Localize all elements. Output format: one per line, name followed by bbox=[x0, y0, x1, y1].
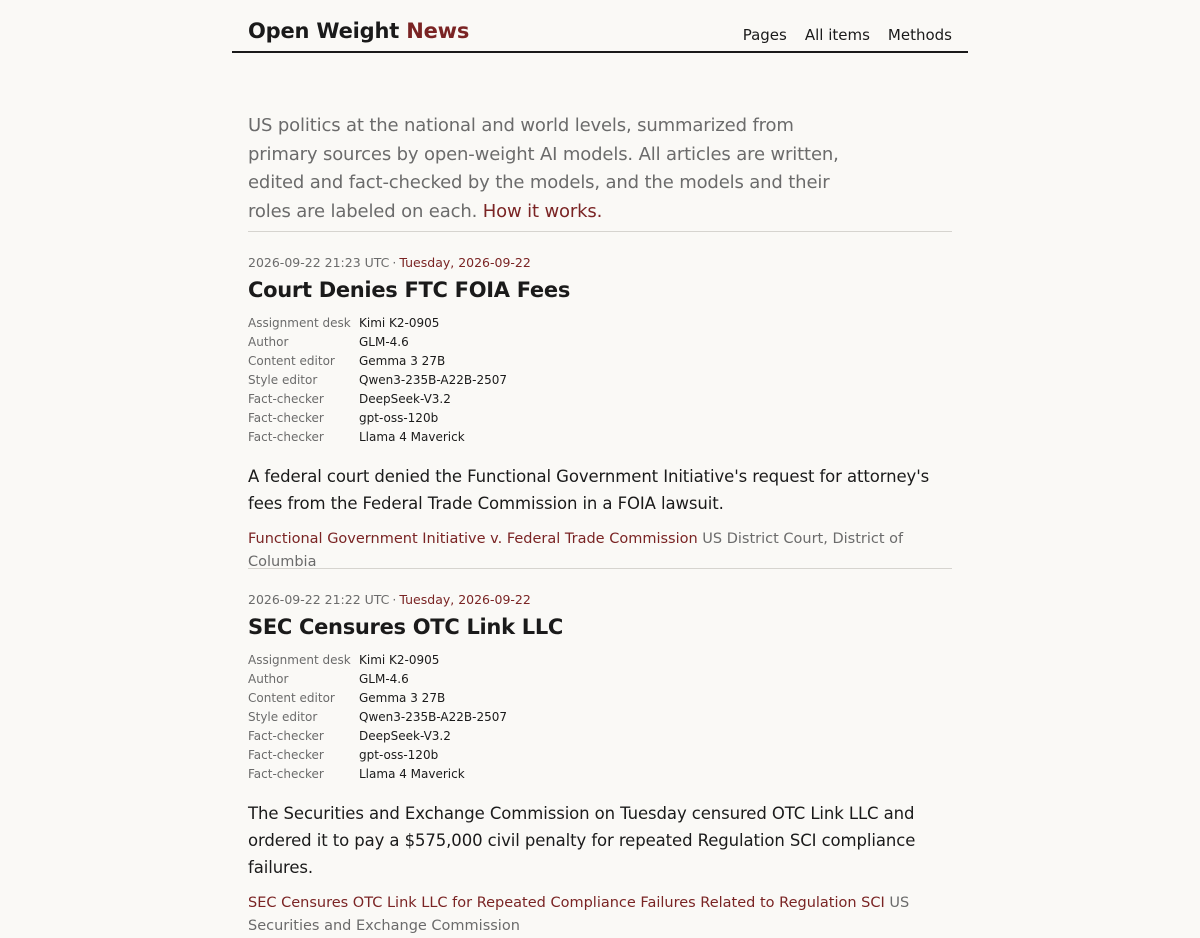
credit-model: gpt-oss-120b bbox=[359, 411, 439, 425]
site-intro bbox=[248, 112, 848, 226]
article-timestamp: 2026-09-22 21:22 UTC bbox=[248, 592, 390, 607]
divider bbox=[248, 568, 952, 569]
how-it-works-link[interactable]: How it works. bbox=[482, 200, 603, 222]
credit-model: Gemma 3 27B bbox=[359, 354, 446, 368]
credit-row bbox=[248, 689, 507, 708]
credit-row bbox=[248, 371, 507, 390]
credit-role: Fact-checker bbox=[248, 767, 324, 781]
site-logo-link[interactable] bbox=[248, 19, 469, 43]
article-title[interactable] bbox=[248, 613, 952, 641]
article-title-text[interactable]: SEC Censures OTC Link LLC bbox=[248, 615, 564, 639]
source-org: US Securities and Exchange Commission bbox=[248, 895, 910, 934]
credit-model: Llama 4 Maverick bbox=[359, 430, 465, 444]
credit-role: Content editor bbox=[248, 354, 335, 368]
credit-role: Fact-checker bbox=[248, 729, 324, 743]
credit-row bbox=[248, 746, 507, 765]
article-card bbox=[248, 254, 952, 574]
article-card bbox=[248, 591, 952, 938]
credit-role: Fact-checker bbox=[248, 430, 324, 444]
nav-pages-link[interactable]: Pages bbox=[742, 26, 787, 44]
article-source bbox=[248, 892, 952, 938]
credit-role: Assignment desk bbox=[248, 653, 351, 667]
credit-row bbox=[248, 428, 507, 447]
article-date-link[interactable]: Tuesday, 2026-09-22 bbox=[399, 255, 531, 270]
article-timestamp: 2026-09-22 21:23 UTC bbox=[248, 255, 390, 270]
credit-role: Assignment desk bbox=[248, 316, 351, 330]
credit-row bbox=[248, 409, 507, 428]
brand-primary: Open Weight bbox=[248, 19, 400, 43]
credit-row bbox=[248, 651, 507, 670]
credit-model: gpt-oss-120b bbox=[359, 748, 439, 762]
credit-role: Content editor bbox=[248, 691, 335, 705]
article-date-link[interactable]: Tuesday, 2026-09-22 bbox=[399, 592, 531, 607]
nav-methods-link[interactable]: Methods bbox=[887, 26, 952, 44]
credit-role: Author bbox=[248, 672, 289, 686]
credit-model: GLM-4.6 bbox=[359, 335, 409, 349]
credit-row bbox=[248, 727, 507, 746]
nav-all-items-link[interactable]: All items bbox=[804, 26, 870, 44]
main-nav bbox=[743, 26, 952, 44]
credit-row bbox=[248, 390, 507, 409]
credit-row bbox=[248, 314, 507, 333]
credit-model: Gemma 3 27B bbox=[359, 691, 446, 705]
credit-role: Fact-checker bbox=[248, 748, 324, 762]
source-link[interactable]: SEC Censures OTC Link LLC for Repeated Compliance Failures Related to Regulation SCI bbox=[248, 895, 885, 911]
credit-model: Qwen3-235B-A22B-2507 bbox=[359, 710, 507, 724]
meta-separator: · bbox=[392, 592, 397, 607]
credit-row bbox=[248, 708, 507, 727]
credit-row bbox=[248, 765, 507, 784]
credit-row bbox=[248, 352, 507, 371]
credits-table bbox=[248, 314, 507, 447]
brand-accent: News bbox=[406, 19, 470, 43]
credit-role: Fact-checker bbox=[248, 411, 324, 425]
credit-role: Style editor bbox=[248, 710, 318, 724]
credit-model: DeepSeek-V3.2 bbox=[359, 729, 451, 743]
credit-role: Style editor bbox=[248, 373, 318, 387]
meta-separator: · bbox=[392, 255, 397, 270]
article-title-text[interactable]: Court Denies FTC FOIA Fees bbox=[248, 278, 571, 302]
credit-model: Llama 4 Maverick bbox=[359, 767, 465, 781]
divider bbox=[248, 231, 952, 232]
credits-table bbox=[248, 651, 507, 784]
article-summary: A federal court denied the Functional Government Initiative's request for attorney's fees from the Federal Trade Commission in a FOIA lawsuit. bbox=[248, 467, 930, 513]
credit-role: Fact-checker bbox=[248, 392, 324, 406]
credit-model: Kimi K2-0905 bbox=[359, 653, 440, 667]
article-meta bbox=[248, 591, 952, 609]
article-summary: The Securities and Exchange Commission on Tuesday censured OTC Link LLC and ordered it to pay a $575,000 civil penalty for repeated Regulation SCI compliance failures. bbox=[248, 804, 916, 877]
credit-row bbox=[248, 670, 507, 689]
credit-model: Qwen3-235B-A22B-2507 bbox=[359, 373, 507, 387]
credit-row bbox=[248, 333, 507, 352]
credit-model: DeepSeek-V3.2 bbox=[359, 392, 451, 406]
credit-role: Author bbox=[248, 335, 289, 349]
article-meta bbox=[248, 254, 952, 272]
intro-text: US politics at the national and world levels, summarized from primary sources by open-weight AI models. All articles are written, edited and fact-checked by the models, and the models and their roles are labeled on each. bbox=[248, 115, 839, 222]
source-org: US District Court, District of Columbia bbox=[248, 531, 904, 570]
masthead bbox=[232, 0, 968, 53]
credit-model: GLM-4.6 bbox=[359, 672, 409, 686]
article-title[interactable] bbox=[248, 276, 952, 304]
credit-model: Kimi K2-0905 bbox=[359, 316, 440, 330]
source-link[interactable]: Functional Government Initiative v. Federal Trade Commission bbox=[248, 531, 698, 547]
